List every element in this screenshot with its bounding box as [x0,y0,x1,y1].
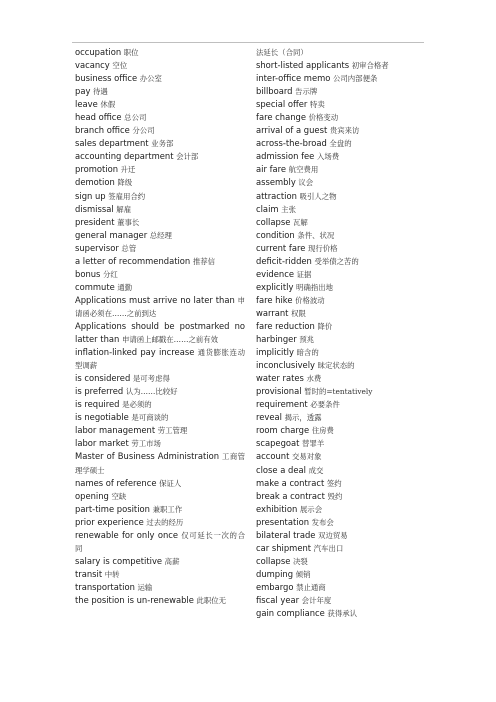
glossary-entry [256,46,426,59]
glossary-entry [75,176,245,189]
glossary-entry [256,255,426,268]
chinese-translation: 获得承认 [327,609,357,619]
english-term: names of reference [75,477,157,488]
glossary-entry [256,176,426,189]
chinese-translation: 是可考虑得 [132,374,170,384]
glossary-column-right [256,46,426,620]
chinese-translation: 水费 [306,374,322,384]
english-term: Applications must arrive no later than [75,294,235,305]
chinese-translation: 分红 [103,269,118,279]
english-term: air fare [256,164,287,175]
chinese-translation: 条件、状况 [297,230,335,240]
chinese-translation: 公司内部便条 [333,74,378,84]
english-term: fare change [256,112,306,123]
english-term: transportation [75,581,135,592]
glossary-entry [256,307,426,320]
glossary-entry [75,72,245,85]
english-term: Applications should be postmarked no latter than [75,320,245,345]
chinese-translation: 毁约 [327,491,343,501]
chinese-translation: 贵宾来访 [329,126,360,136]
glossary-entry [75,320,245,346]
glossary-entry [75,98,245,111]
english-term: arrival of a guest [256,125,328,136]
glossary-entry [256,268,426,281]
glossary-entry [256,464,426,477]
english-term: dismissal [75,203,114,214]
chinese-translation: 价格变动 [308,113,339,123]
chinese-translation: 明确指出地 [296,282,334,292]
english-term: across-the-broad [256,138,327,149]
chinese-translation: 空位 [112,61,128,71]
chinese-translation: 待遇 [93,87,108,97]
english-term: water rates [256,373,304,384]
english-term: implicitly [256,347,294,358]
glossary-entry [75,411,245,424]
header-rule [72,42,424,43]
glossary-entry [75,268,245,281]
chinese-translation: 倾销 [295,569,311,579]
chinese-translation: 会计部 [176,152,199,162]
glossary-entry [256,411,426,424]
chinese-translation: 双边贸易 [318,530,348,540]
chinese-translation: 认为……比较好 [125,387,178,397]
english-term: harbinger [256,334,297,345]
chinese-translation: 受举债之苦的 [314,256,359,266]
english-term: salary is competitive [75,555,163,566]
chinese-translation: 董事长 [117,217,140,227]
english-term: is preferred [75,386,124,397]
glossary-entry [75,516,245,529]
english-term: current fare [256,242,306,253]
chinese-translation: 揭示，透露 [284,413,322,423]
english-term: is negotiable [75,412,129,423]
chinese-translation: 劳工管理 [157,426,188,436]
chinese-translation: 法延长（合同） [256,48,308,57]
chinese-translation: 全盘的 [329,139,352,149]
english-term: inconclusively [256,360,315,371]
english-term: break a contract [256,490,325,501]
chinese-translation: 禁止通商 [296,582,326,592]
chinese-translation: 签约 [326,478,342,488]
chinese-translation: 仅可延长一次的合同 [75,530,245,553]
english-term: is required [75,399,120,410]
english-term: requirement [256,399,308,410]
english-term: room charge [256,425,310,436]
glossary-entry [256,190,426,203]
glossary-entry [75,216,245,229]
chinese-translation: 会计年度 [301,595,332,605]
glossary-entry [75,242,245,255]
english-term: vacancy [75,60,110,71]
glossary-entry [256,346,426,359]
glossary-entry [256,163,426,176]
english-term: inflation-linked pay increase [75,347,195,358]
english-term: supervisor [75,242,119,253]
english-term: presentation [256,516,310,527]
chinese-translation: 暂时的=tentatively [304,387,373,397]
english-term: labor market [75,438,129,449]
glossary-entry [256,111,426,124]
glossary-entry [75,594,245,607]
glossary-entry [75,111,245,124]
english-term: billboard [256,86,293,97]
chinese-translation: 保证人 [159,478,182,488]
english-term: leave [75,99,98,110]
glossary-entry [256,229,426,242]
chinese-translation: 替罪羊 [302,439,325,449]
english-term: exhibition [256,503,298,514]
english-term: dumping [256,568,294,579]
glossary-entry [75,163,245,176]
chinese-translation: 吸引人之物 [299,191,337,201]
glossary-entry [75,568,245,581]
english-term: evidence [256,268,294,279]
chinese-translation: 初审合格者 [351,61,389,71]
english-term: assembly [256,177,296,188]
chinese-translation: 休假 [100,100,116,110]
english-term: head office [75,112,122,123]
glossary-entry [75,137,245,150]
glossary-entry [75,346,245,372]
english-term: bonus [75,268,101,279]
chinese-translation: 是可商谈的 [131,413,169,423]
english-term: president [75,216,115,227]
chinese-translation: 通勤 [117,282,133,292]
english-term: occupation [75,47,122,57]
glossary-entry [256,203,426,216]
english-term: demotion [75,177,115,188]
chinese-translation: 暗含的 [296,348,319,358]
glossary-entry [75,424,245,437]
chinese-translation: 申请函必须在……之前到达 [75,295,245,318]
glossary-entry [256,281,426,294]
chinese-translation: 价格波动 [295,295,325,305]
english-term: sales department [75,138,149,149]
glossary-entry [75,85,245,98]
glossary-entry [256,594,426,607]
glossary-entry [75,529,245,555]
chinese-translation: 职位 [123,48,139,57]
english-term: deficit-ridden [256,255,312,266]
english-term: prior experience [75,516,144,527]
english-term: warrant [256,307,289,318]
glossary-entry [75,398,245,411]
english-term: labor management [75,425,156,436]
chinese-translation: 推荐信 [192,256,216,266]
chinese-translation: 证据 [296,269,312,279]
english-term: scapegoat [256,438,300,449]
glossary-entry [256,607,426,620]
chinese-translation: 办公室 [139,74,162,84]
glossary-entry [256,398,426,411]
glossary-entry [256,450,426,463]
chinese-translation: 发布会 [311,517,334,527]
glossary-entry [256,333,426,346]
english-term: fare hike [256,294,293,305]
chinese-translation: 航空费用 [288,165,319,175]
english-term: transit [75,568,103,579]
chinese-translation: 议会 [298,178,314,188]
chinese-translation: 住房费 [311,426,334,436]
glossary-entry [256,477,426,490]
glossary-entry [75,281,245,294]
chinese-translation: 特卖 [309,100,325,110]
glossary-entry [256,581,426,594]
english-term: condition [256,229,295,240]
chinese-translation: 此职位无 [196,595,227,605]
glossary-entry [256,85,426,98]
english-term: account [256,451,290,462]
chinese-translation: 权限 [291,308,306,318]
chinese-translation: 昧定状态的 [317,361,355,371]
glossary-entry [256,150,426,163]
glossary-entry [75,229,245,242]
english-term: embargo [256,581,294,592]
glossary-entry [75,490,245,503]
chinese-translation: 交易对象 [291,452,322,462]
glossary-entry [75,555,245,568]
chinese-translation: 入场费 [316,152,340,162]
glossary-entry [256,516,426,529]
chinese-translation: 业务部 [151,139,174,149]
glossary-entry [75,503,245,516]
glossary-entry [256,555,426,568]
chinese-translation: 现行价格 [307,243,338,253]
glossary-column-left [75,46,245,607]
english-term: collapse [256,216,291,227]
glossary-entry [256,490,426,503]
glossary-entry [256,72,426,85]
glossary-entry [256,137,426,150]
glossary-entry [256,242,426,255]
glossary-entry [75,385,245,398]
glossary-entry [256,59,426,72]
english-term: commute [75,281,115,292]
glossary-entry [256,437,426,450]
glossary-entry [75,150,245,163]
english-term: renewable for only once [75,529,179,540]
glossary-entry [256,385,426,398]
glossary-entry [256,294,426,307]
english-term: admission fee [256,151,315,162]
chinese-translation: 决裂 [292,556,308,566]
english-term: car shipment [256,542,312,553]
glossary-entry [256,359,426,372]
chinese-translation: 成交 [308,465,324,475]
english-term: explicitly [256,281,294,292]
chinese-translation: 总管 [121,243,137,253]
chinese-translation: 是必须的 [122,400,152,410]
glossary-entry [75,59,245,72]
chinese-translation: 空缺 [111,491,127,501]
glossary-entry [75,203,245,216]
glossary-entry [75,124,245,137]
glossary-entry [75,437,245,450]
english-term: branch office [75,125,130,136]
chinese-translation: 瓦解 [292,217,308,227]
glossary-entry [256,320,426,333]
chinese-translation: 降级 [117,178,133,188]
chinese-translation: 总公司 [124,113,147,123]
english-term: collapse [256,555,291,566]
glossary-entry [256,216,426,229]
english-term: close a deal [256,464,306,475]
english-term: accounting department [75,151,174,162]
glossary-entry [256,529,426,542]
glossary-entry [75,477,245,490]
glossary-entry [256,98,426,111]
chinese-translation: 汽车出口 [313,543,344,553]
english-term: the position is un-renewable [75,594,194,605]
chinese-translation: 通货膨胀连动型调薪 [75,348,245,371]
english-term: fiscal year [256,594,300,605]
chinese-translation: 降价 [317,321,333,331]
chinese-translation: 必要条件 [310,400,340,410]
english-term: bilateral trade [256,529,316,540]
chinese-translation: 签雇用合约 [108,191,146,201]
chinese-translation: 分公司 [132,126,155,136]
glossary-entry [256,424,426,437]
chinese-translation: 运输 [137,582,153,592]
english-term: gain compliance [256,608,325,619]
english-term: inter-office memo [256,73,331,84]
chinese-translation: 劳工市场 [131,439,161,449]
chinese-translation: 申请函上邮戳在……之前有效 [121,335,219,345]
english-term: general manager [75,229,148,240]
english-term: Master of Business Administration [75,451,220,462]
chinese-translation: 预兆 [299,335,315,345]
english-term: short-listed applicants [256,60,350,71]
chinese-translation: 工商管理学硕士 [75,452,245,475]
english-term: pay [75,86,91,97]
chinese-translation: 过去的经历 [146,517,184,527]
glossary-entry [75,46,245,59]
glossary-entry [75,372,245,385]
chinese-translation: 高薪 [164,556,180,566]
glossary-entry [256,124,426,137]
english-term: special offer [256,99,308,110]
glossary-entry [75,255,245,268]
glossary-entry [256,568,426,581]
english-term: a letter of recommendation [75,255,191,266]
chinese-translation: 总经理 [149,230,172,240]
glossary-entry [75,190,245,203]
english-term: promotion [75,164,119,175]
chinese-translation: 展示会 [299,504,323,514]
english-term: business office [75,73,138,84]
chinese-translation: 中转 [104,569,120,579]
chinese-translation: 升迁 [120,165,136,175]
english-term: reveal [256,412,282,423]
english-term: part-time position [75,503,150,514]
english-term: opening [75,490,109,501]
english-term: make a contract [256,477,325,488]
english-term: attraction [256,190,297,201]
glossary-entry [75,450,245,476]
glossary-entry [75,294,245,320]
chinese-translation: 主张 [281,204,296,214]
glossary-entry [256,503,426,516]
english-term: sign up [75,190,106,201]
glossary-entry [75,581,245,594]
chinese-translation: 解雇 [116,204,132,214]
chinese-translation: 兼职工作 [152,504,183,514]
glossary-entry [256,372,426,385]
english-term: fare reduction [256,320,315,331]
english-term: provisional [256,386,302,397]
chinese-translation: 告示牌 [295,87,318,97]
english-term: is considered [75,373,131,384]
english-term: claim [256,203,279,214]
glossary-entry [256,542,426,555]
